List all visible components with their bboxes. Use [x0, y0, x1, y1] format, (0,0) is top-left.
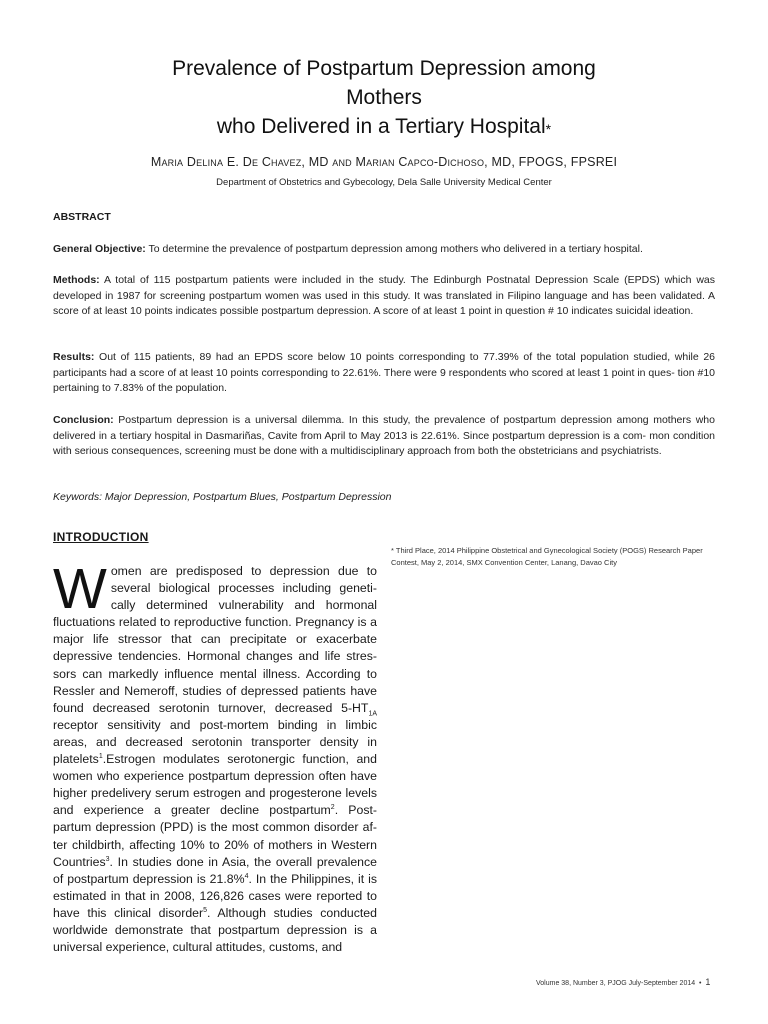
results-text: Out of 115 patients, 89 had an EPDS score below 10 points corresponding to 77.39% of the total population studied, while 26 participants had a score of at least 10 points corresponding to 22.61%. There were 9 respondents who scored at least 1 point in ques- tion #10 pertaining to 7.83% of the population. [53, 351, 715, 394]
abstract-methods [53, 273, 715, 320]
subscript: 1A [368, 710, 377, 718]
intro-text: omen are predisposed to depression due to several biological processes including geneti- cally determined vulnerability and hormonal fluctuations related to reproductive function. Pregnancy is a major life stressor that can precipitate or exacerbate depressive tendencies. Hormonal changes and life stres- sors can markedly influence mental illness. According to Ressler and Nemeroff, studies of depressed patients have found decreased serotonin turnover, decreased 5-HT [53, 564, 377, 715]
abstract-results [53, 350, 715, 397]
title-footnote: * Third Place, 2014 Philippine Obstetrical and Gynecological Society (POGS) Research Paper Contest, May 2, 2014, SMX Convention Center, Lanang, Davao City [391, 546, 703, 567]
intro-text: .Estrogen modulates serotonergic function, and women who experience postpartum depression often have higher predelivery serum estrogen and progesterone levels and experience a greater decline postpartum [53, 752, 377, 818]
conclusion-text: Postpartum depression is a universal dilemma. In this study, the prevalence of postpartum depression among mothers who delivered in a tertiary hospital in Dasmariñas, Cavite from April to May 2013 is 22.61%. Since postpartum depression is a com- mon condition with serious consequences, screening must be done with a multidisciplinary approach from both the obstetricians and psychiatrists. [53, 414, 715, 457]
citation-ref: 1 [98, 752, 103, 760]
article-title [0, 54, 768, 141]
footer-citation: Volume 38, Number 3, PJOG July-September 2014 [536, 980, 696, 987]
intro-text: . Although studies conducted worldwide demonstrate that postpartum depression is a universal experience, cultural attitudes, customs, and [53, 905, 377, 955]
page-footer [536, 977, 710, 987]
methods-label: Methods: [53, 274, 100, 286]
keywords: Keywords: Major Depression, Postpartum Blues, Postpartum Depression [53, 491, 392, 503]
title-line-3-text: who Delivered in a Tertiary Hospital [216, 115, 546, 138]
title-line-2: Mothers [346, 86, 422, 109]
title-footnote-mark: * [545, 121, 552, 137]
abstract-conclusion [53, 413, 715, 460]
introduction-body [53, 557, 377, 956]
citation-ref: 2 [330, 804, 335, 812]
title-line-1: Prevalence of Postpartum Depression among [172, 57, 596, 80]
drop-cap: W [53, 557, 107, 621]
results-label: Results: [53, 351, 95, 363]
abstract-heading: ABSTRACT [53, 211, 111, 223]
introduction-heading: INTRODUCTION [53, 530, 149, 544]
methods-text: A total of 115 postpartum patients were included in the study. The Edinburgh Postnatal Depression Scale (EPDS) which was developed in 1987 for screening postpartum women was used in this study. It was translated in Filipino language and has been validated. A score of at least 10 points indicates possible postpartum depression. A score of at least 1 point in question # 10 indicates suicidal ideation. [53, 274, 715, 317]
citation-ref: 5 [203, 906, 208, 914]
objective-label: General Objective: [53, 243, 146, 255]
title-line-3 [0, 112, 768, 141]
abstract-objective [53, 242, 715, 258]
objective-text: To determine the prevalence of postpartum depression among mothers who delivered in a tertiary hospital. [145, 243, 643, 255]
intro-text: . In studies done in Asia, the overall prevalence of postpartum depression is 21.8% [53, 854, 377, 886]
citation-ref: 3 [105, 855, 110, 863]
author-list: Maria Delina E. De Chavez, MD and Marian Capco-Dichoso, MD, FPOGS, FPSREI [150, 155, 618, 169]
footer-bullet: • [699, 980, 702, 987]
intro-text: receptor sensitivity and post-mortem binding in limbic areas, and decreased serotonin transporter density in platelets [53, 717, 377, 767]
affiliation: Department of Obstetrics and Gybecology, Dela Salle University Medical Center [216, 177, 552, 188]
page-number: 1 [705, 977, 711, 987]
conclusion-label: Conclusion: [53, 414, 114, 426]
intro-text: . Post- partum depression (PPD) is the most common disorder af- ter childbirth, affecting 10% to 20% of mothers in Western Countries [53, 803, 377, 869]
citation-ref: 4 [244, 872, 249, 880]
intro-text: . In the Philippines, it is estimated in that in 2008, 126,826 cases were reported to have this clinical disorder [53, 871, 377, 920]
